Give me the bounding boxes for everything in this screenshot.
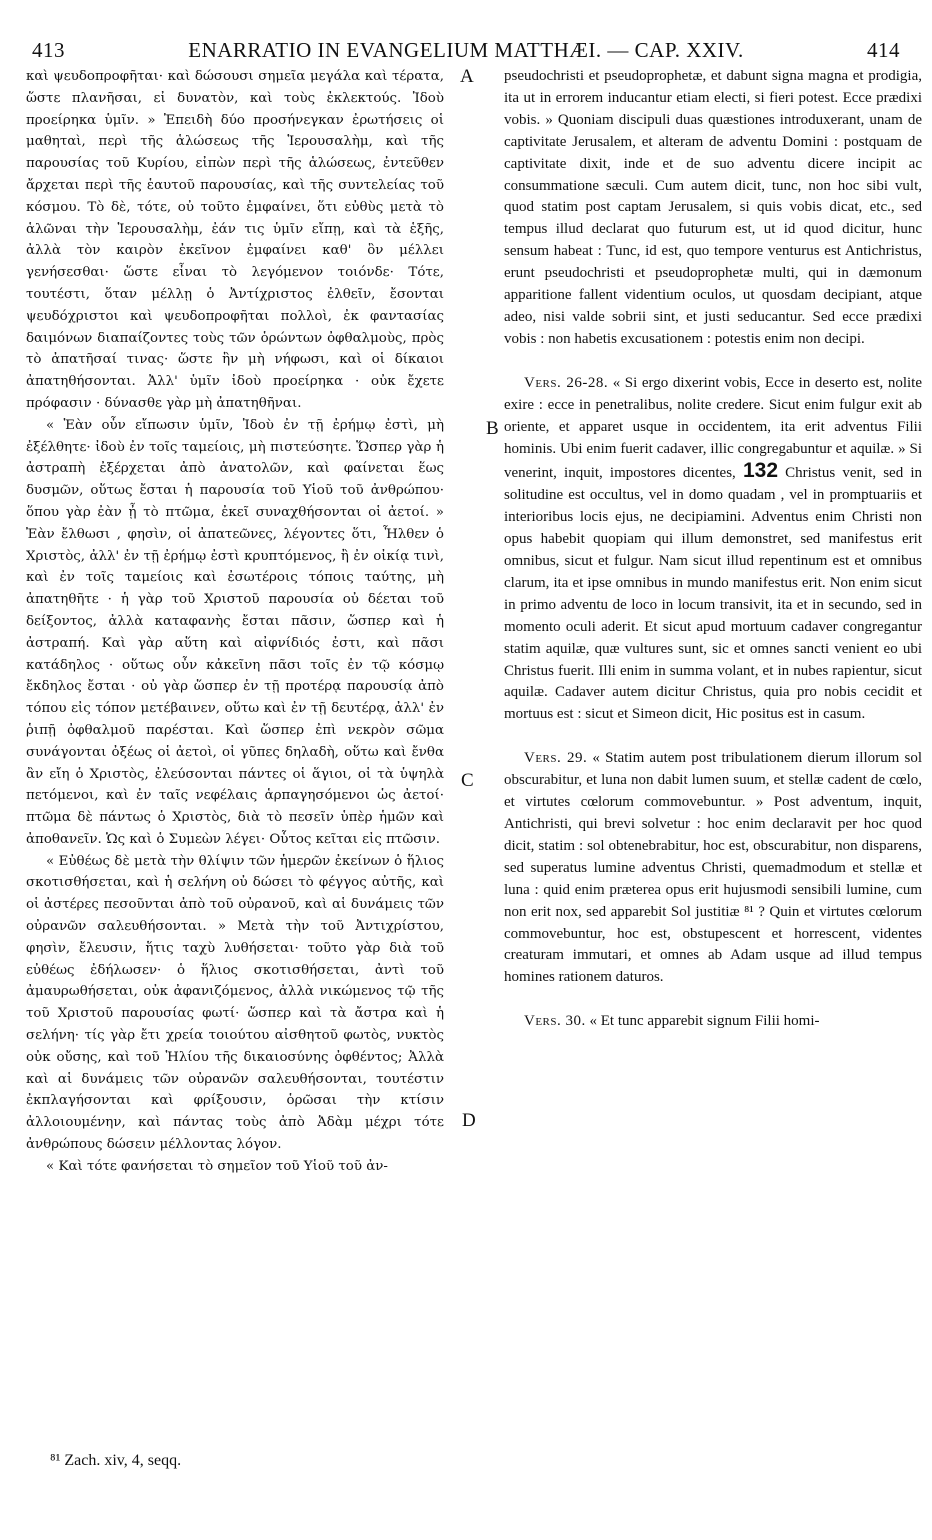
margin-marker-c: C [461, 770, 474, 791]
latin-paragraph-2b: Christus venit, sed in solitudine est occultus, vel in domo quadam , vel in promptuariis et interioribus locis ejus, ne decipiamini. Adventus enim Christi non opus habebit quopiam qui illum demonstret, sed manifestus erit omnibus, sicut et fulgur. Nam sicut illud repentinum est et omnibus clarum, ita et ipse omnibus in mundo manifestus erit. Non enim sicut in primo adventu de loco in locum transivit, ita et in secundo, sed in momento oculi aderit. Et sicut apud mortuum cadaver congregantur statim aquilæ, quæ vultures sunt, sic et omnes sancti venient eo ubi Christus fuerit. Illi enim in summa volant, et in nubes rapientur, sicut aquilæ. Cadaver autem dicitur Christus, quia pro nobis cecidit et mortuus est : sicut et Simeon dicit, Hic positus est in casum. [504, 465, 923, 723]
column-number: 132 [742, 459, 779, 483]
latin-column [504, 66, 922, 1033]
verse-reference: Vers. 29. [524, 750, 588, 767]
latin-paragraph-4 [504, 1011, 922, 1033]
latin-paragraph-1: pseudochristi et pseudoprophetæ, et dabunt signa magna et prodigia, ita ut in errorem inducantur etiam electi, si fieri potest. Ecce prædixi vobis. » Quoniam discipuli duas quæstiones introduxerant, unam de captivitate Jerusalem, et alteram de adventu Domini : postquam de captivitate dixit, inde et de suo adventu dicere incipit ac consummatione sæculi. Cum autem dicit, tunc, non hoc sibi vult, quod statim post captam Jerusalem, si quis vobis dicat, etc., sed tempus illud declarat quo futurum est, ut id quod dicitur, hunc sensum habeat : Tunc, id est, quo tempore venturus est Antichristus, erunt pseudochristi et pseudoprophetæ multi, qui in dæmonum apparitione fallent videntium oculos, ut quosdam decipiant, atque adeo, nisi valde sobrii sint, et justi seducantur. Sed ecce prædixi vobis : non habetis excusationem : potestis enim non decipi. [504, 68, 922, 347]
greek-paragraph-3: « Εὐθέως δὲ μετὰ τὴν θλίψιν τῶν ἡμερῶν ἐκείνων ὁ ἥλιος σκοτισθήσεται, καὶ ἡ σελήνη οὐ δώσει τὸ φέγγος αὐτῆς, καὶ οἱ ἀστέρες πεσοῦνται ἀπὸ τοῦ οὐρανοῦ, καὶ αἱ δυνάμεις τῶν οὐρανῶν σαλευθήσονται. » Μετὰ τὴν τοῦ Ἀντιχρίστου, φησὶν, ἔλευσιν, ἥτις ταχὺ λυθήσεται· τοῦτο γὰρ διὰ τοῦ εὐθέως ἐδήλωσεν· ὁ ἥλιος σκοτισθήσεται, ἀντὶ τοῦ ἀμαυρωθήσεται, οὐκ ἀφανιζόμενος, ἀλλὰ νικώμενος τῷ τῆς τοῦ Χριστοῦ παρουσίας φωτί· ὥσπερ καὶ τὰ ἄστρα καὶ ἡ σελήνη· τίς γὰρ ἔτι χρεία τοιούτου αἰσθητοῦ φωτὸς, νυκτὸς οὐκ οὔσης, καὶ τοῦ Ἡλίου τῆς δικαιοσύνης ὀφθέντος; Ἀλλὰ καὶ αἱ δυνάμεις τῶν οὐρανῶν σαλευθήσονται, τουτέστιν ἐκπλαγήσονται καὶ φρίξουσιν, ὁρῶσαι τὴν κτίσιν ἀλλοιουμένην, καὶ πάντας τοὺς ἀπὸ Ἀδὰμ μέχρι τότε ἀνθρώπους δώσειν μέλλοντας λόγον. [26, 853, 444, 1153]
running-header [32, 38, 900, 62]
running-title: ENARRATIO IN EVANGELIUM MATTHÆI. — CAP. XXIV. [188, 38, 744, 62]
latin-paragraph-2a: « Si ergo dixerint vobis, Ecce in deserto est, nolite exire : ecce in penetralibus, nolite credere. Sicut enim fulgur exit ab oriente, et apparet usque in occidentem, ita erit adventus Filii hominis. Ubi enim fuerit cadaver, illic congregabuntur et aquilæ. » Si venerint, inquit, impostores dicentes, [504, 374, 922, 482]
greek-paragraph-2: « Ἐὰν οὖν εἴπωσιν ὑμῖν, Ἰδοὺ ἐν τῇ ἐρήμῳ ἐστὶ, μὴ ἐξέλθητε· ἰδοὺ ἐν τοῖς ταμείοις, μὴ πιστεύσητε. Ὥσπερ γὰρ ἡ ἀστραπὴ ἐξέρχεται ἀπὸ ἀνατολῶν, καὶ φαίνεται ἕως δυσμῶν, οὕτως ἔσται ἡ παρουσία τοῦ Υἱοῦ τοῦ ἀνθρώπου· ὅπου γὰρ ἐὰν ᾖ τὸ πτῶμα, ἐκεῖ συναχθήσονται οἱ ἀετοί. » Ἐὰν ἔλθωσι , φησὶν, οἱ ἀπατεῶνες, λέγοντες ὅτι, Ἦλθεν ὁ Χριστὸς, ἀλλ' ἐν τῇ ἐρήμῳ ἐστὶ κρυπτόμενος, ἢ ἐν οἰκίᾳ τινὶ, καὶ ἐν τοῖς ταμείοις καὶ ἐσωτέροις τόποις ταύτης, μὴ ἀπατηθῆτε · ἡ γὰρ τοῦ Χριστοῦ παρουσία οὐ δέεται τοῦ δείξοντος, ἀλλὰ καταφανὴς ἔσται πᾶσιν, ὥσπερ καὶ ἡ ἀστραπή. Καὶ γὰρ αὕτη καὶ αἰφνίδιός ἐστι, καὶ πᾶσι κατάδηλος · οὕτως οὖν κἀκεῖνη πᾶσι τοῖς ἐν τῷ κόσμῳ ἔκδηλος ἔσται · οὐ γὰρ ὥσπερ ἐν τῇ προτέρᾳ παρουσίᾳ ἀπὸ τόπου εἰς τόπον μετέβαινεν, οὕτω καὶ ἐν τῇ δευτέρᾳ, ἀλλ' ἐν ῥιπῇ ὀφθαλμοῦ παρέσται. Καὶ ὥσπερ ἐπὶ νεκρὸν σῶμα συνάγονται ὀξέως οἱ ἀετοὶ, οἱ γῦπες δηλαδὴ, οὕτω καὶ ἔνθα ἂν εἴη ὁ Χριστὸς, ἐλεύσονται πάντες οἱ ἅγιοι, οἱ τὰ ὑψηλὰ πετόμενοι, καὶ ἐν ταῖς νεφέλαις ἁρπαγησόμενοι ὡς ἀετοί· πτῶμα δὲ πάντως ὁ Χριστὸς, διὰ τὸ πεσεῖν ὑπὲρ ἡμῶν καὶ ἀποθανεῖν. Ὡς καὶ ὁ Συμεὼν λέγει· Οὗτος κεῖται εἰς πτῶσιν. [26, 417, 444, 847]
margin-marker-d: D [462, 1110, 476, 1131]
margin-marker-b: B [486, 418, 499, 439]
latin-paragraph-3-text: « Statim autem post tribulationem dierum illorum sol obscurabitur, et luna non dabit lumen suum, et stellæ cadent de cœlo, et virtutes cœlorum commovebuntur. » Post adventum, inquit, Antichristi, qui brevi solvetur : hoc enim declaravit per hoc quod dicit, statim : sol obtenebrabitur, hoc est, obscurabitur, non disparens, sed superatus lumine adventus Christi, quemadmodum et stellæ et luna : quid enim præterea opus erit hujusmodi sensibili lumine, cum non erit nox, sed apparebit Sol justitiæ ⁸¹ ? Quin et virtutes cœlorum commovebuntur, hoc est, obstupescent et horrescent, videntes creaturam immutari, et omnes ab Adam usque ad illud tempus homines rationem daturos. [504, 750, 922, 986]
greek-column [26, 66, 444, 1178]
greek-paragraph-1: καὶ ψευδοπροφῆται· καὶ δώσουσι σημεῖα μεγάλα καὶ τέρατα, ὥστε πλανῆσαι, εἰ δυνατὸν, καὶ τοὺς ἐκλεκτούς. Ἰδοὺ προείρηκα ὑμῖν. » Ἐπειδὴ δύο προσήνεγκαν ἐρωτήσεις οἱ μαθηταὶ, περὶ τῆς ἁλώσεως τῆς Ἱερουσαλὴμ, καὶ τῆς παρουσίας τοῦ Κυρίου, εἰπὼν περὶ τῆς ἁλώσεως, ἐντεῦθεν ἄρχεται περὶ τῆς ἑαυτοῦ παρουσίας, καὶ τῆς συντελείας τοῦ κόσμου. Τὸ δὲ, τότε, οὐ τοῦτο ἐμφαίνει, ὅτι εὐθὺς μετὰ τὸ ἁλῶναι τὴν Ἱερουσαλὴμ, ἐάν τις ὑμῖν εἴπῃ, καὶ τὰ ἑξῆς, ἀλλὰ τὸν καιρὸν ἐκεῖνον ἐμφαίνει καθ' ὃν μέλλει γενήσεσθαι· ὥστε εἶναι τὸ λεγόμενον τοιόνδε· Τότε, τουτέστι, ὅταν μέλλῃ ὁ Ἀντίχριστος ἐλθεῖν, ἔσονται ψευδόχριστοι καὶ ψευδοπροφῆται πολλοὶ, ἐκ φαντασίας δαιμόνων διαπαίζοντες τοὺς τῶν ὁρώντων ὀφθαλμοὺς, πρὸς τὸ ἀπατῆσαί τινας· ὥστε ἣν μὴ νήφωσι, καὶ οἱ δίκαιοι ἀπατηθήσονται. Ἀλλ' ὑμῖν ἰδοὺ προείρηκα · οὐκ ἔχετε πρόφασιν · δύνασθε γὰρ μὴ ἀπατηθῆναι. [26, 69, 444, 411]
footnote: ⁸¹ Zach. xiv, 4, seqq. [50, 1452, 182, 1469]
latin-paragraph-4-text: « Et tunc apparebit signum Filii homi- [589, 1013, 820, 1030]
verse-reference: Vers. 30. [524, 1013, 586, 1030]
latin-paragraph-2 [504, 373, 922, 727]
latin-paragraph-3 [504, 748, 922, 989]
verse-reference: Vers. 26-28. [524, 374, 609, 391]
page-number-left: 413 [32, 38, 65, 62]
greek-paragraph-4: « Καὶ τότε φανήσεται τὸ σημεῖον τοῦ Υἱοῦ τοῦ ἀν- [46, 1158, 388, 1174]
page-number-right: 414 [867, 38, 900, 62]
margin-marker-a: A [460, 66, 474, 87]
